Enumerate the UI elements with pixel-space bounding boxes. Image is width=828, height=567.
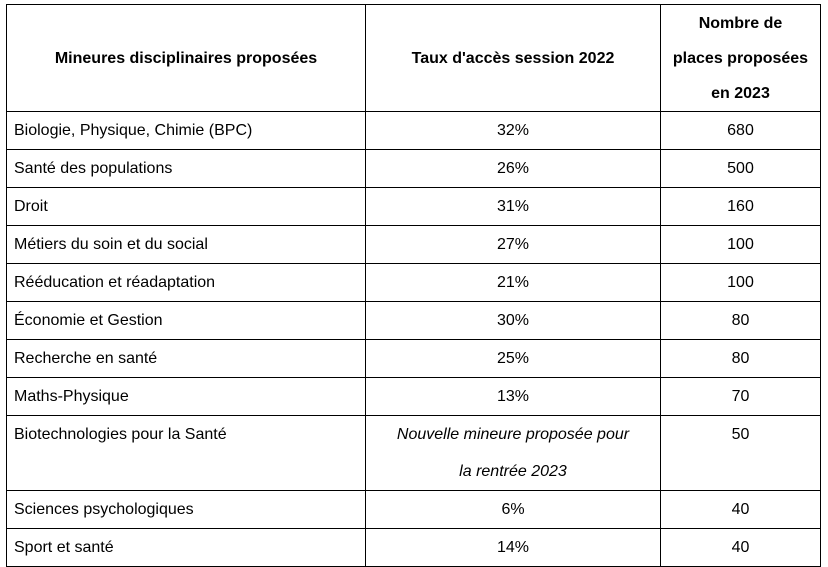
access-rate: 26% — [366, 150, 661, 188]
minor-name: Recherche en santé — [7, 340, 366, 378]
document — [6, 4, 820, 567]
table-row — [7, 264, 821, 302]
access-rate: 32% — [366, 112, 661, 150]
header-places-line1: Nombre de — [698, 14, 783, 32]
new-minor-note-line2: la rentrée 2023 — [459, 463, 567, 480]
access-rate: 31% — [366, 188, 661, 226]
places-count: 70 — [661, 378, 821, 416]
minor-name: Biotechnologies pour la Santé — [7, 416, 366, 491]
places-count: 680 — [661, 112, 821, 150]
header-places — [661, 5, 821, 112]
new-minor-note — [366, 416, 661, 491]
minor-name: Économie et Gestion — [7, 302, 366, 340]
access-rate: 30% — [366, 302, 661, 340]
places-count: 100 — [661, 264, 821, 302]
places-count: 80 — [661, 340, 821, 378]
minor-name: Biologie, Physique, Chimie (BPC) — [7, 112, 366, 150]
minor-name: Métiers du soin et du social — [7, 226, 366, 264]
access-rate: 14% — [366, 529, 661, 567]
access-rate: 13% — [366, 378, 661, 416]
table-row — [7, 112, 821, 150]
table-row — [7, 150, 821, 188]
table-row — [7, 302, 821, 340]
access-rate: 6% — [366, 491, 661, 529]
minor-name: Maths-Physique — [7, 378, 366, 416]
minor-name: Sport et santé — [7, 529, 366, 567]
header-places-line2: places proposées — [672, 49, 809, 67]
header-minor: Mineures disciplinaires proposées — [7, 5, 366, 112]
places-count: 80 — [661, 302, 821, 340]
table-row — [7, 491, 821, 529]
minors-table — [6, 4, 821, 567]
minor-name: Santé des populations — [7, 150, 366, 188]
places-count: 500 — [661, 150, 821, 188]
places-count: 160 — [661, 188, 821, 226]
access-rate: 21% — [366, 264, 661, 302]
table-row — [7, 226, 821, 264]
places-count: 100 — [661, 226, 821, 264]
table-row — [7, 188, 821, 226]
places-count: 40 — [661, 491, 821, 529]
minor-name: Rééducation et réadaptation — [7, 264, 366, 302]
access-rate: 27% — [366, 226, 661, 264]
table-row — [7, 416, 821, 491]
places-count: 50 — [661, 416, 821, 491]
access-rate: 25% — [366, 340, 661, 378]
places-count: 40 — [661, 529, 821, 567]
minor-name: Sciences psychologiques — [7, 491, 366, 529]
header-rate: Taux d'accès session 2022 — [366, 5, 661, 112]
table-row — [7, 340, 821, 378]
table-row — [7, 378, 821, 416]
minor-name: Droit — [7, 188, 366, 226]
new-minor-note-line1: Nouvelle mineure proposée pour — [396, 426, 630, 443]
header-places-line3: en 2023 — [711, 84, 770, 102]
table-header-row — [7, 5, 821, 112]
